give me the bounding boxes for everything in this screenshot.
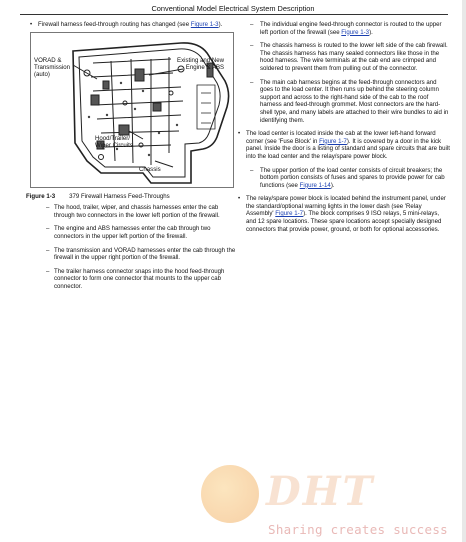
dash-icon: –	[250, 21, 254, 28]
figure-caption	[26, 193, 236, 201]
intro-text: Firewall harness feed-through routing has changed (see	[38, 21, 191, 28]
bullet-icon: •	[238, 195, 241, 203]
label-existing-new-engine-abs: Existing and New Engine & ABS	[177, 56, 225, 71]
figure-1-7-link[interactable]: Figure 1-7	[319, 137, 347, 145]
header-divider	[20, 14, 448, 15]
bullet-icon: •	[238, 130, 241, 138]
page-header-title: Conventional Model Electrical System Description	[151, 4, 315, 13]
label-chassis: Chassis	[139, 165, 161, 173]
right-dash-text-4-end: ).	[330, 181, 335, 189]
right-dash-item-4	[238, 167, 450, 190]
dash-icon: –	[46, 204, 50, 212]
label-hood-trailer-wiper: Hood/Trailer/ Wiper Circuits	[95, 134, 133, 149]
load-center-text: The load center is located inside the cab at the lower left-hand forward corner (see 'Fuse Block' in	[246, 130, 436, 145]
right-bullet-relay-block	[238, 195, 450, 233]
right-bullet-load-center	[238, 130, 450, 160]
right-dash-text-3: The main cab harness begins at the feed-through connectors and goes to the load center. It then runs up behind the steering column support and across to the right-hand side of the cab to the roof harness and feed-through grommet. Most connectors are the hard-shell type, and many labels are attached to their wire bundles to aid in identifying them.	[260, 78, 449, 124]
right-dash-text-1-end: ).	[369, 28, 373, 36]
figure-1-3-link-2[interactable]: Figure 1-3	[341, 28, 370, 36]
figure-1-14-link[interactable]: Figure 1-14	[299, 181, 331, 189]
right-dash-text-4: The upper portion of the load center consists of circuit breakers; the bottom portion consists of fuses and spares to provide power for cab functions (see	[260, 166, 445, 189]
intro-text-end: ).	[218, 21, 223, 28]
relay-block-text: The relay/spare power block is located behind the instrument panel, under the standard/optional warning lights in the lower dash (see 'Relay Assembly'	[246, 195, 446, 218]
left-dash-item-1	[26, 204, 236, 219]
label-vorad-transmission: VORAD & Transmission (auto)	[34, 56, 71, 78]
dash-icon: –	[250, 42, 254, 50]
left-dash-item-3	[26, 247, 236, 262]
figure-1-7-link-2[interactable]: Figure 1-7	[275, 210, 304, 218]
watermark	[196, 460, 466, 542]
watermark-slogan: Sharing creates success	[268, 522, 448, 537]
figure-1-3-link[interactable]: Figure 1-3	[190, 21, 219, 28]
dash-icon: –	[250, 166, 254, 174]
left-dash-item-4	[26, 268, 236, 291]
figure-title: 379 Firewall Harness Feed-Throughs	[69, 192, 170, 200]
left-dash-text-4: The trailer harness connector snaps into the hood feed-through connector to form one connector that mounts to the upper cab connector.	[54, 267, 225, 290]
firewall-figure	[30, 32, 234, 188]
figure-number: Figure 1-3	[26, 192, 56, 200]
dash-icon: –	[250, 78, 254, 86]
intro-bullet	[26, 21, 236, 29]
right-dash-item-3	[238, 79, 450, 125]
bullet-icon: •	[30, 21, 33, 28]
watermark-circle-icon	[201, 465, 259, 523]
load-center-text-end: ). It is covered by a door in the kick panel. Inside the door is a listing of standard and spare circuits that are built into the load center and the relay/spare power block.	[246, 137, 450, 160]
dash-icon: –	[46, 246, 50, 254]
relay-block-text-end: ). The block comprises 9 ISO relays, 5 mini-relays, and 12 spare locations. These spare locations accept specially designed connectors that provide power, ground, or both for optional accessories.	[246, 210, 442, 233]
left-column	[26, 21, 236, 291]
right-column	[238, 21, 450, 233]
left-dash-text-1: The hood, trailer, wiper, and chassis harnesses enter the cab through two connectors in the lower left portion of the firewall.	[54, 204, 220, 219]
left-dash-text-2: The engine and ABS harnesses enter the cab through two connectors in the upper left portion of the firewall.	[54, 225, 211, 240]
scrollbar[interactable]	[462, 0, 466, 542]
watermark-logo: DHT	[266, 468, 375, 515]
right-dash-text-2: The chassis harness is routed to the lower left side of the cab firewall. The chassis harness has many sealed connectors like those in the hood harness. The wire terminals at the cab end are crimped and soldered to prevent them from pulling out of the connector.	[260, 42, 448, 72]
dash-icon: –	[46, 267, 50, 275]
left-dash-item-2	[26, 225, 236, 240]
right-dash-item-1	[238, 21, 450, 36]
left-dash-text-3: The transmission and VORAD harnesses enter the cab through the firewall in the upper right portion of the firewall.	[54, 246, 236, 262]
right-dash-item-2	[238, 42, 450, 72]
right-dash-text-1: The individual engine feed-through connector is routed to the upper left portion of the firewall (see	[260, 21, 442, 36]
dash-icon: –	[46, 225, 50, 233]
